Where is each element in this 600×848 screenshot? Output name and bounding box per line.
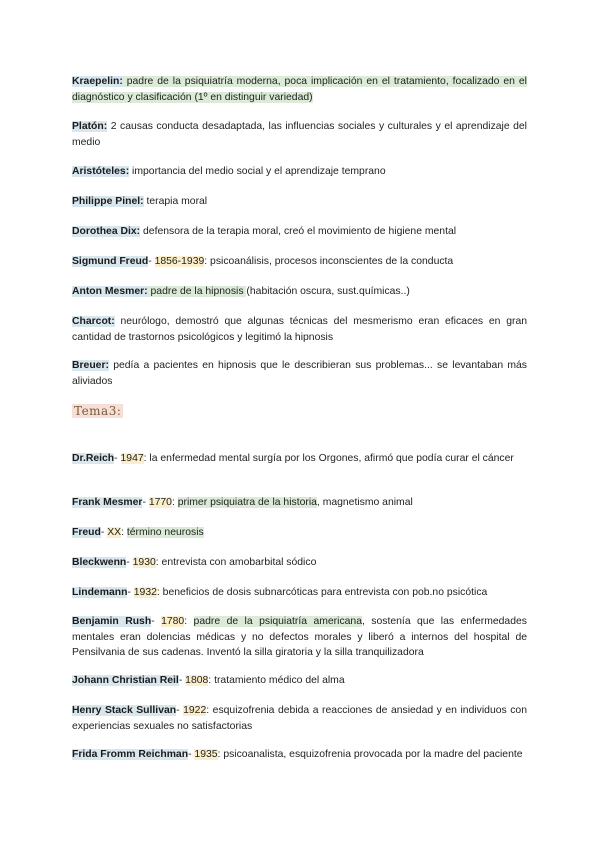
entry-anton-mesmer: Anton Mesmer: padre de la hipnosis (habitación oscura, sust.químicas..) bbox=[72, 286, 410, 298]
entry-dix: Dorothea Dix: defensora de la terapia moral, creó el movimiento de higiene mental bbox=[72, 226, 457, 238]
entry-platon: Platón: 2 causas conducta desadaptada, las influencias sociales y culturales y el aprendizaje del medio bbox=[72, 121, 527, 148]
entry-aristoteles: Aristóteles: importancia del medio social y el aprendizaje temprano bbox=[72, 166, 386, 178]
entry-frank-mesmer: Frank Mesmer- 1770: primer psiquiatra de la historia, magnetismo animal bbox=[72, 497, 413, 509]
entry-lindemann: Lindemann- 1932: beneficios de dosis subnarcóticas para entrevista con pob.no psicótica bbox=[72, 587, 488, 599]
entry-sullivan: Henry Stack Sullivan- 1922: esquizofrenia debida a reacciones de ansiedad y en individuos con experiencias sexuales no satisfactorias bbox=[72, 705, 527, 732]
entry-freud: Sigmund Freud- 1856-1939: psicoanálisis, procesos inconscientes de la conducta bbox=[72, 256, 454, 268]
entry-pinel: Philippe Pinel: terapia moral bbox=[72, 196, 208, 208]
entry-reich: Dr.Reich- 1947: la enfermedad mental surgía por los Orgones, afirmó que podía curar el cáncer bbox=[72, 453, 514, 465]
entry-bleckwenn: Bleckwenn- 1930: entrevista con amobarbital sódico bbox=[72, 557, 317, 569]
entry-kraepelin: Kraepelin: padre de la psiquiatría moderna, poca implicación en el tratamiento, focalizado en el diagnóstico y clasificación (1º en distinguir variedad) bbox=[72, 76, 527, 103]
entry-breuer: Breuer: pedía a pacientes en hipnosis que le describieran sus problemas... se levantaban más aliviados bbox=[72, 360, 527, 387]
entry-rush: Benjamin Rush- 1780: padre de la psiquiatría americana, sostenía que las enfermedades mentales eran dolencias médicas y no defectos morales y liberó a internos del hospital de Pensilvania de sus cadenas. Inventó la silla giratoria y la silla tranquilizadora bbox=[72, 616, 527, 659]
entry-freud-xx: Freud- XX: término neurosis bbox=[72, 527, 204, 539]
section-heading: Tema3: bbox=[74, 404, 122, 418]
entry-charcot: Charcot: neurólogo, demostró que algunas técnicas del mesmerismo eran eficaces en gran cantidad de trastornos psicológicos y legitimó la hipnosis bbox=[72, 316, 527, 343]
entry-fromm-reichman: Frida Fromm Reichman- 1935: psicoanalista, esquizofrenia provocada por la madre del paciente bbox=[72, 749, 523, 761]
entry-reil: Johann Christian Reil- 1808: tratamiento médico del alma bbox=[72, 675, 345, 687]
